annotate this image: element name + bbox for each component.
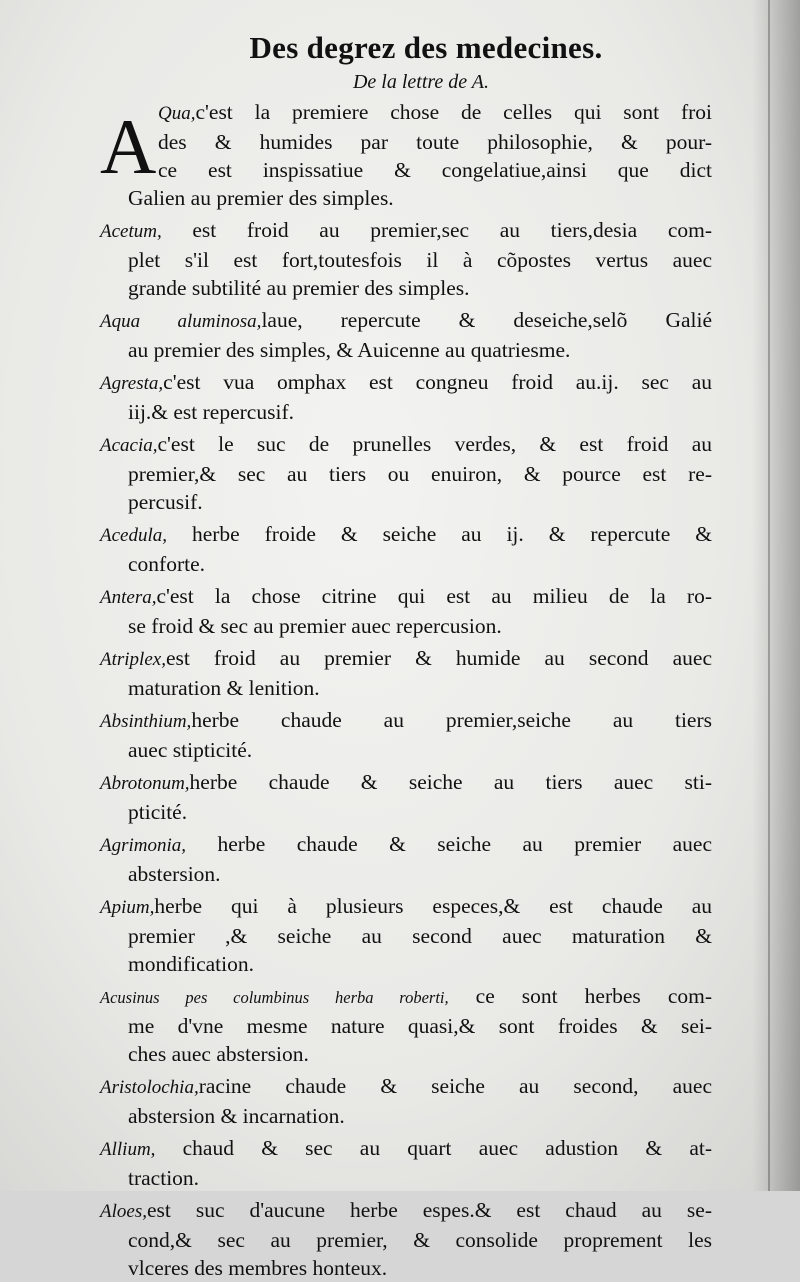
entry-term: Aristolochia, bbox=[100, 1077, 199, 1098]
entry-line: Galien au premier des simples. bbox=[128, 186, 394, 210]
entry-term: Acacia, bbox=[100, 435, 158, 456]
entry-line: plet s'il est fort,toutesfois il à cõpostes vertus auec bbox=[128, 248, 712, 272]
entry-term: Qua, bbox=[158, 103, 196, 124]
entry-term: Acusinus pes columbinus herba roberti, bbox=[100, 988, 449, 1007]
entry-term: Agrimonia, bbox=[100, 835, 187, 856]
entry-acetum bbox=[100, 216, 712, 302]
entry-agrimonia bbox=[100, 830, 712, 888]
entry-line: me d'vne mesme nature quasi,& sont froides & sei- bbox=[128, 1014, 712, 1038]
entry-line: Apium,herbe qui à plusieurs especes,& est chaude au bbox=[100, 894, 712, 918]
entry-term: Aloes, bbox=[100, 1201, 147, 1222]
entry-line: grande subtilité au premier des simples. bbox=[128, 276, 470, 300]
entry-term: Aqua aluminosa, bbox=[100, 311, 262, 332]
entry-acusinus bbox=[100, 982, 712, 1068]
entry-line: Agrimonia, herbe chaude & seiche au premier auec bbox=[100, 832, 712, 856]
entry-line: Atriplex,est froid au premier & humide au second auec bbox=[100, 646, 712, 670]
entry-term: Acetum, bbox=[100, 221, 162, 242]
entry-line: premier ,& seiche au second auec maturation & bbox=[128, 924, 712, 948]
entry-allium bbox=[100, 1134, 712, 1192]
entry-line: se froid & sec au premier auec repercusion. bbox=[128, 614, 502, 638]
entry-term: Agresta, bbox=[100, 373, 164, 394]
entry-line: auec stipticité. bbox=[128, 738, 253, 762]
entry-atriplex bbox=[100, 644, 712, 702]
entry-line: conforte. bbox=[128, 552, 206, 576]
entry-line: Abrotonum,herbe chaude & seiche au tiers auec sti- bbox=[100, 770, 712, 794]
entry-line: maturation & lenition. bbox=[128, 676, 320, 700]
entry-line: vlceres des membres honteux. bbox=[128, 1256, 388, 1280]
entry-line: premier,& sec au tiers ou enuiron, & pource est re- bbox=[128, 462, 712, 486]
entry-agresta bbox=[100, 368, 712, 426]
section-subtitle: De la lettre de A. bbox=[352, 71, 490, 93]
entry-line: Agresta,c'est vua omphax est congneu froid au.ij. sec au bbox=[100, 370, 712, 394]
entry-acedula bbox=[100, 520, 712, 578]
entry-absinthium bbox=[100, 706, 712, 764]
entry-line: traction. bbox=[128, 1166, 200, 1190]
entry-term: Absinthium, bbox=[100, 711, 192, 732]
entry-term: Apium, bbox=[100, 897, 155, 918]
page-text bbox=[100, 28, 712, 1282]
entry-line: Allium, chaud & sec au quart auec adustion & at- bbox=[100, 1136, 712, 1160]
entry-term: Antera, bbox=[100, 587, 157, 608]
entry-line: abstersion & incarnation. bbox=[128, 1104, 345, 1128]
entry-line: Acetum, est froid au premier,sec au tiers,desia com- bbox=[100, 218, 712, 242]
entry-line: percusif. bbox=[128, 490, 203, 514]
entry-line: cond,& sec au premier, & consolide proprement les bbox=[128, 1228, 712, 1252]
entry-line: Absinthium,herbe chaude au premier,seiche au tiers bbox=[100, 708, 712, 732]
entry-line: Antera,c'est la chose citrine qui est au milieu de la ro- bbox=[100, 584, 712, 608]
entry-line: Acedula, herbe froide & seiche au ij. & repercute & bbox=[100, 522, 712, 546]
page-title: Des degrez des medecines. bbox=[249, 30, 603, 65]
entry-term: Atriplex, bbox=[100, 649, 166, 670]
page-gutter-shadow bbox=[752, 0, 800, 1191]
entry-aloes bbox=[100, 1196, 712, 1282]
entry-antera bbox=[100, 582, 712, 640]
entry-line: Aqua aluminosa,laue, repercute & deseiche,selõ Galié bbox=[100, 308, 712, 332]
entry-line: abstersion. bbox=[128, 862, 221, 886]
entry-line: iij.& est repercusif. bbox=[128, 400, 294, 424]
entry-line: des & humides par toute philosophie, & pour- bbox=[158, 130, 712, 154]
entry-line: Acacia,c'est le suc de prunelles verdes, & est froid au bbox=[100, 432, 712, 456]
entry-apium bbox=[100, 892, 712, 978]
entry-line: ches auec abstersion. bbox=[128, 1042, 309, 1066]
entry-aqua-aluminosa bbox=[100, 306, 712, 364]
entry-line: Qua,c'est la premiere chose de celles qui sont froi bbox=[158, 100, 712, 124]
entry-aristolochia bbox=[100, 1072, 712, 1130]
entry-aqua bbox=[100, 98, 712, 212]
entry-line: Aristolochia,racine chaude & seiche au second, auec bbox=[100, 1074, 712, 1098]
drop-cap: A bbox=[100, 103, 157, 190]
entry-line: au premier des simples, & Auicenne au quatriesme. bbox=[128, 338, 571, 362]
entry-term: Allium, bbox=[100, 1139, 156, 1160]
entry-term: Abrotonum, bbox=[100, 773, 190, 794]
page-edge bbox=[768, 0, 770, 1191]
entry-line: ce est inspissatiue & congelatiue,ainsi que dict bbox=[158, 158, 712, 182]
entry-line: Aloes,est suc d'aucune herbe espes.& est chaud au se- bbox=[100, 1198, 712, 1222]
entry-abrotonum bbox=[100, 768, 712, 826]
entry-acacia bbox=[100, 430, 712, 516]
entry-term: Acedula, bbox=[100, 525, 168, 546]
entry-line: mondification. bbox=[128, 952, 254, 976]
entry-line: Acusinus pes columbinus herba roberti, ce sont herbes com- bbox=[100, 984, 712, 1008]
entry-line: pticité. bbox=[128, 800, 188, 824]
